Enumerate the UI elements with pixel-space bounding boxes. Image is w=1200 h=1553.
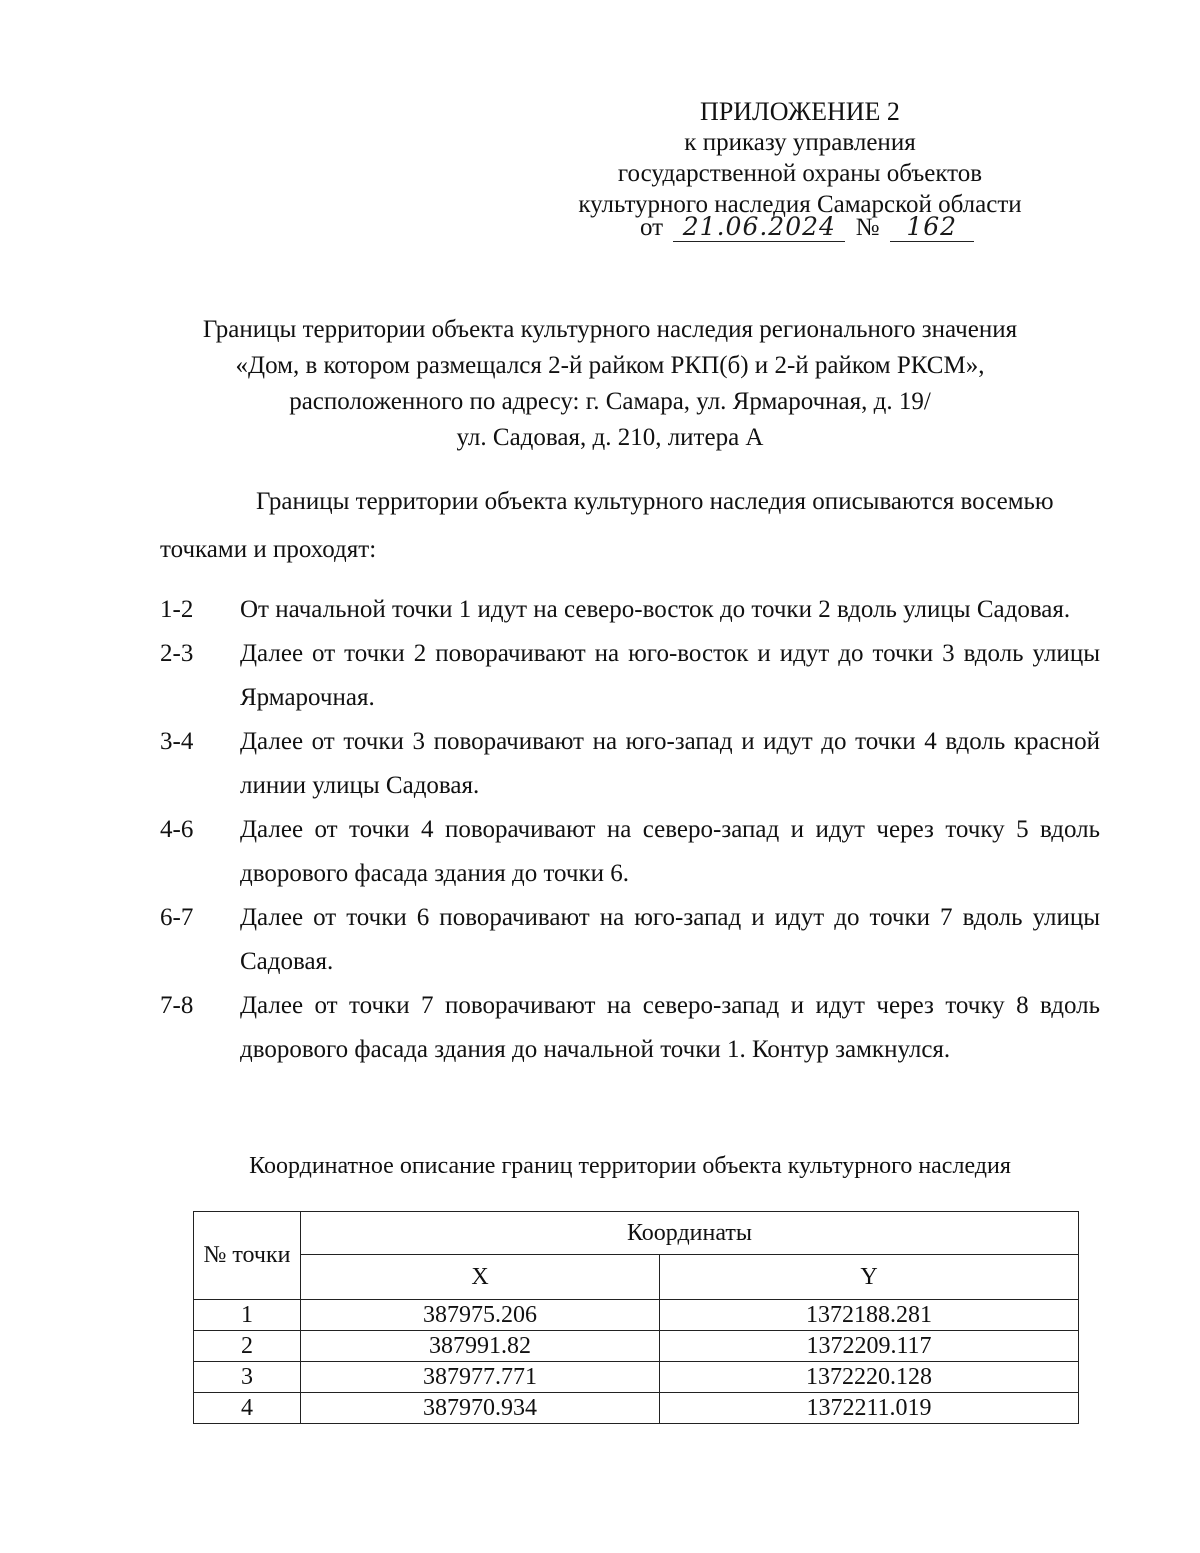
table-row [194,1331,1079,1362]
coordinates-table [193,1211,1079,1424]
appendix-line: к приказу управления [684,129,916,156]
segment-text: Далее от точки 3 поворачивают на юго-запад и идут до точки 4 вдоль красной линии улицы Садовая. [240,728,1100,799]
heading-line: «Дом, в котором размещался 2-й райком РКП(б) и 2-й райком РКСМ», [235,352,985,379]
segment-text: От начальной точки 1 идут на северо-восток до точки 2 вдоль улицы Садовая. [240,596,1071,623]
segment-item [160,808,1100,896]
table-row [194,1300,1079,1331]
segment-item [160,720,1100,808]
cell-x: 387970.934 [301,1393,660,1424]
heading-line: Границы территории объекта культурного наследия регионального значения [202,316,1018,343]
appendix-header [560,96,1040,220]
order-date-handwritten: 21.06.2024 [673,212,845,242]
header-x: X [301,1255,660,1300]
cell-x: 387991.82 [301,1331,660,1362]
cell-point: 1 [194,1300,301,1331]
order-prefix: от [640,214,664,241]
segment-item [160,588,1100,632]
segment-code: 4-6 [160,816,194,843]
segment-code: 1-2 [160,596,194,623]
table-caption: Координатное описание границ территории объекта культурного наследия [249,1153,1011,1179]
header-coordinates: Координаты [301,1212,1079,1255]
segment-text: Далее от точки 2 поворачивают на юго-восток и идут до точки 3 вдоль улицы Ярмарочная. [240,640,1100,711]
intro-line: точками и проходят: [160,536,377,563]
segment-item [160,984,1100,1072]
cell-y: 1372220.128 [660,1362,1079,1393]
table-row [194,1393,1079,1424]
segment-code: 6-7 [160,904,194,931]
segment-item [160,896,1100,984]
segment-item [160,632,1100,720]
table-header-row [194,1212,1079,1255]
cell-y: 1372209.117 [660,1331,1079,1362]
order-number-handwritten: 162 [890,212,974,242]
intro-paragraph [160,478,1100,574]
heading-line: ул. Садовая, д. 210, литера А [456,424,764,451]
intro-line: Границы территории объекта культурного наследия описываются восемью [256,488,1054,515]
boundary-segments [160,588,1100,1072]
cell-y: 1372188.281 [660,1300,1079,1331]
cell-y: 1372211.019 [660,1393,1079,1424]
cell-point: 3 [194,1362,301,1393]
cell-x: 387975.206 [301,1300,660,1331]
heading-line: расположенного по адресу: г. Самара, ул. Ярмарочная, д. 19/ [289,388,931,415]
document-heading [160,312,1060,456]
order-number-sign: № [855,214,880,241]
order-reference [640,212,974,242]
segment-text: Далее от точки 4 поворачивают на северо-запад и идут через точку 5 вдоль дворового фасада здания до точки 6. [240,816,1100,887]
segment-text: Далее от точки 7 поворачивают на северо-запад и идут через точку 8 вдоль дворового фасада здания до начальной точки 1. Контур замкнулся. [240,992,1100,1063]
appendix-line: государственной охраны объектов [617,160,983,187]
header-point-number: № точки [194,1212,301,1300]
segment-code: 2-3 [160,640,194,667]
table-subheader-row [194,1255,1079,1300]
cell-point: 4 [194,1393,301,1424]
table-row [194,1362,1079,1393]
segment-code: 3-4 [160,728,194,755]
cell-x: 387977.771 [301,1362,660,1393]
cell-point: 2 [194,1331,301,1362]
appendix-title: ПРИЛОЖЕНИЕ 2 [700,97,900,126]
segment-text: Далее от точки 6 поворачивают на юго-запад и идут до точки 7 вдоль улицы Садовая. [240,904,1100,975]
header-y: Y [660,1255,1079,1300]
segment-code: 7-8 [160,992,194,1019]
appendix-line: культурного наследия Самарской области [578,191,1022,218]
